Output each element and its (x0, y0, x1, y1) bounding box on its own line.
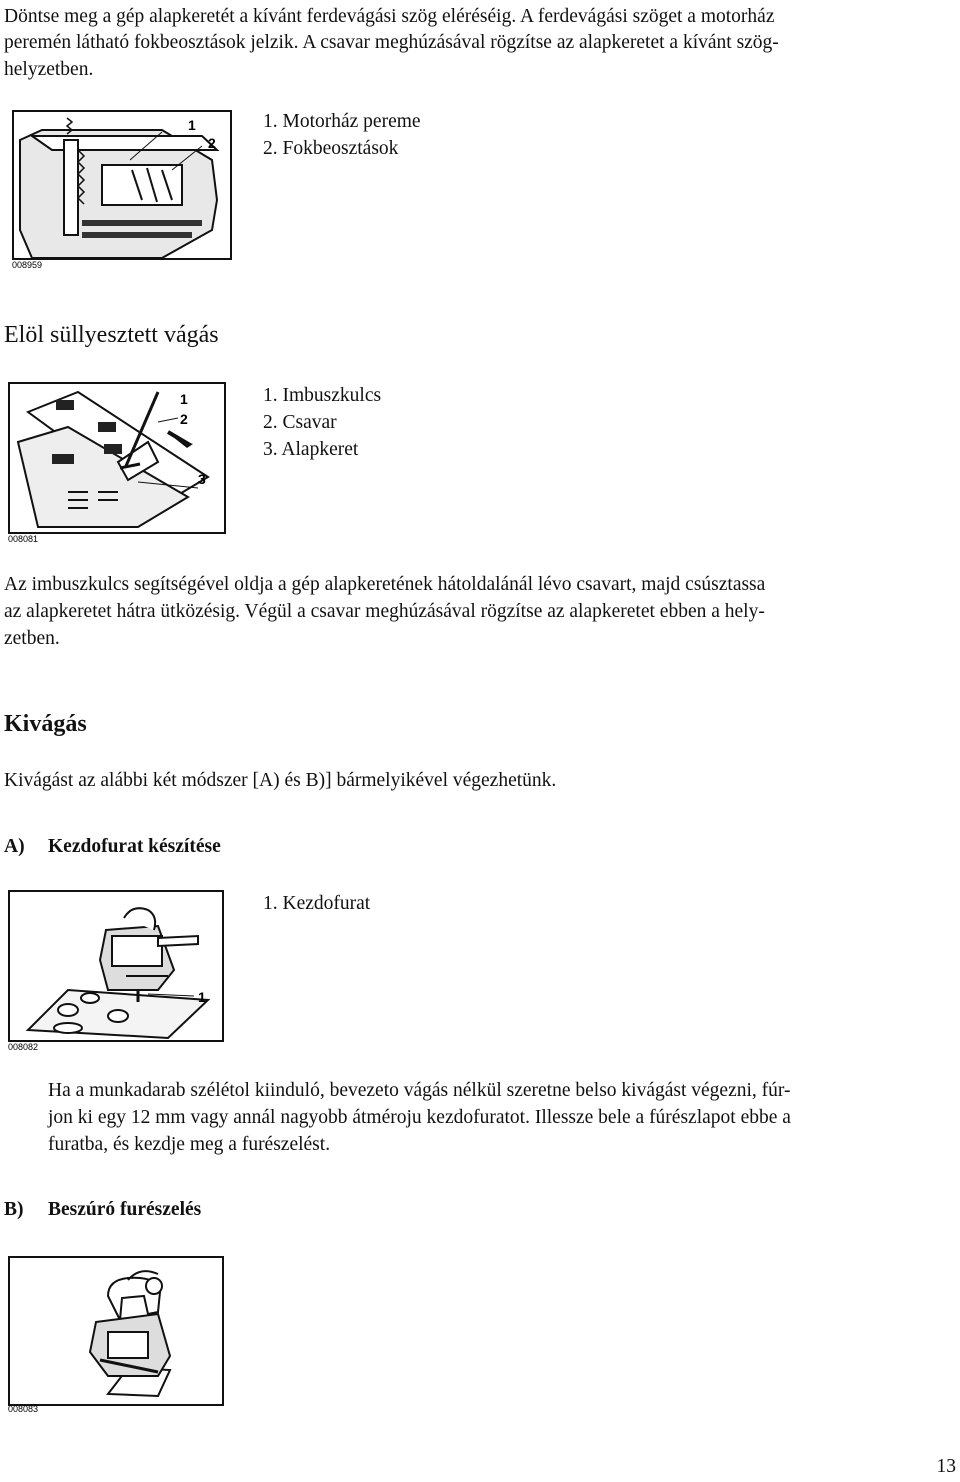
fig2-callout-2: 2 (180, 411, 188, 427)
intro-line-1: Döntse meg a gép alapkeretét a kívánt ferdevágási szög eléréséig. A ferdevágási szöget a motorház (4, 6, 775, 27)
fig3-caption-1: 1. Kezdofurat (263, 893, 371, 914)
method-a-label: A) (4, 836, 25, 857)
fig2-callout-3: 3 (198, 471, 206, 487)
front-para-line-1: Az imbuszkulcs segítségével oldja a gép alapkeretének hátoldalánál lévo csavart, majd csúsztassa (4, 574, 766, 595)
fig3-code: 008082 (8, 1042, 39, 1052)
a-para-line-2: jon ki egy 12 mm vagy annál nagyobb átméroju kezdofuratot. Illessze bele a fúrészlapot ebbe a (48, 1107, 791, 1128)
fig2-caption-3: 3. Alapkeret (263, 439, 359, 460)
figure-base-tilt (12, 110, 232, 270)
method-b-heading (4, 1199, 201, 1221)
fig1-caption-2: 2. Fokbeosztások (263, 138, 399, 159)
method-b-label: B) (4, 1199, 24, 1220)
front-para-line-2: az alapkeretet hátra ütközésig. Végül a csavar meghúzásával rögzítse az alapkeretet ebben a hely- (4, 601, 765, 622)
figure-starting-hole (8, 890, 226, 1052)
fig2-code: 008081 (8, 534, 39, 544)
fig3-callout-1: 1 (198, 989, 206, 1005)
section-cut-intro: Kivágást az alábbi két módszer [A) és B)] bármelyikével végezhetünk. (4, 770, 557, 791)
method-a-heading (4, 836, 221, 858)
fig1-code: 008959 (12, 260, 43, 270)
front-para-line-3: zetben. (4, 628, 60, 649)
fig1-callout-1: 1 (188, 117, 196, 133)
fig1-callout-2: 2 (208, 135, 216, 151)
fig2-callout-1: 1 (180, 391, 188, 407)
fig4-code: 008083 (8, 1404, 39, 1414)
section-front-title: Elöl süllyesztett vágás (4, 322, 219, 348)
fig2-caption-1: 1. Imbuszkulcs (263, 385, 382, 406)
method-b-title: Beszúró furészelés (48, 1199, 202, 1220)
intro-line-2: peremén látható fokbeosztások jelzik. A csavar meghúzásával rögzítse az alapkeretet a kívánt szög- (4, 32, 779, 53)
fig2-caption-2: 2. Csavar (263, 412, 337, 433)
intro-line-3: helyzetben. (4, 59, 94, 80)
figure-base-adjust (8, 382, 228, 544)
method-a-title: Kezdofurat készítése (48, 836, 221, 857)
figure-plunge-cutting (8, 1256, 226, 1414)
a-para-line-1: Ha a munkadarab szélétol kiinduló, bevezeto vágás nélkül szeretne belso kivágást végezni, fúr- (48, 1080, 791, 1101)
fig1-caption-1: 1. Motorház pereme (263, 111, 421, 132)
page-number: 13 (936, 1456, 956, 1477)
section-cut-title: Kivágás (4, 711, 87, 737)
a-para-line-3: furatba, és kezdje meg a furészelést. (48, 1134, 331, 1155)
